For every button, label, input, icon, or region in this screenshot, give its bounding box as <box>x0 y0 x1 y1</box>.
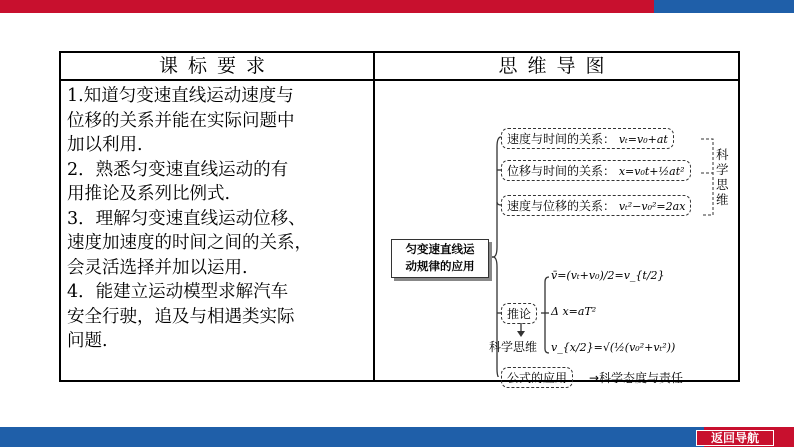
req-line: 1.知道匀变速直线运动速度与 <box>67 86 294 106</box>
header-standards: 课标要求 <box>61 53 375 81</box>
node-attitude-responsibility: →科学态度与责任 <box>589 371 684 385</box>
top-banner <box>0 0 794 13</box>
root-line-1: 匀变速直线运 <box>405 242 475 256</box>
top-banner-red <box>0 0 654 13</box>
top-banner-blue <box>654 0 794 13</box>
branch-label: 速度与时间的关系： <box>507 132 616 146</box>
header-mindmap: 思维导图 <box>375 53 738 81</box>
req-line: 2．熟悉匀变速直线运动的有 <box>67 159 289 180</box>
formula-velocity-displacement: vₜ²−v₀²=2ax <box>618 200 686 213</box>
req-line: 会灵活选择并加以运用. <box>67 257 248 278</box>
formula-average-velocity: v̄=(vₜ+v₀)/2=v_{t/2} <box>551 269 665 282</box>
side-label-science-thinking: 科学思维 <box>716 147 729 207</box>
mind-map <box>381 87 731 385</box>
formula-midpoint-velocity: v_{x/2}=√(½(v₀²+vₜ²)) <box>551 341 676 354</box>
formula-displacement-time: x=v₀t+½at² <box>618 165 685 178</box>
req-line: 4．能建立运动模型求解汽车 <box>67 282 289 302</box>
formula-velocity-time: vₜ=v₀+at <box>618 133 668 146</box>
branch-label: 速度与位移的关系： <box>507 199 616 213</box>
node-application: 公式的应用 <box>501 367 573 388</box>
req-line: 加以利用. <box>67 135 143 155</box>
column-divider <box>373 53 375 380</box>
node-inference: 推论 <box>501 303 537 324</box>
req-line: 3．理解匀变速直线运动位移、 <box>67 208 306 229</box>
back-navigation-button[interactable]: 返回导航 <box>696 430 774 446</box>
bottom-banner <box>0 427 794 447</box>
mindmap-root <box>391 239 489 278</box>
req-line: 位移的关系并能在实际问题中 <box>67 110 295 131</box>
bottom-banner-blue <box>0 427 704 447</box>
requirements-table <box>59 51 740 385</box>
req-line: 用推论及系列比例式. <box>67 184 231 204</box>
node-science-thinking: 科学思维 <box>489 340 538 354</box>
root-line-2: 动规律的应用 <box>405 259 475 273</box>
formula-delta-x: Δ x=aT² <box>551 305 597 318</box>
req-line: 问题. <box>67 331 108 351</box>
requirements-text <box>67 84 369 354</box>
branch-velocity-displacement <box>501 195 691 216</box>
branch-label: 位移与时间的关系： <box>507 164 616 178</box>
branch-displacement-time <box>501 160 691 181</box>
req-line: 速度加速度的时间之间的关系， <box>67 233 312 253</box>
branch-velocity-time <box>501 128 674 149</box>
req-line: 安全行驶，追及与相遇类实际 <box>67 306 295 327</box>
